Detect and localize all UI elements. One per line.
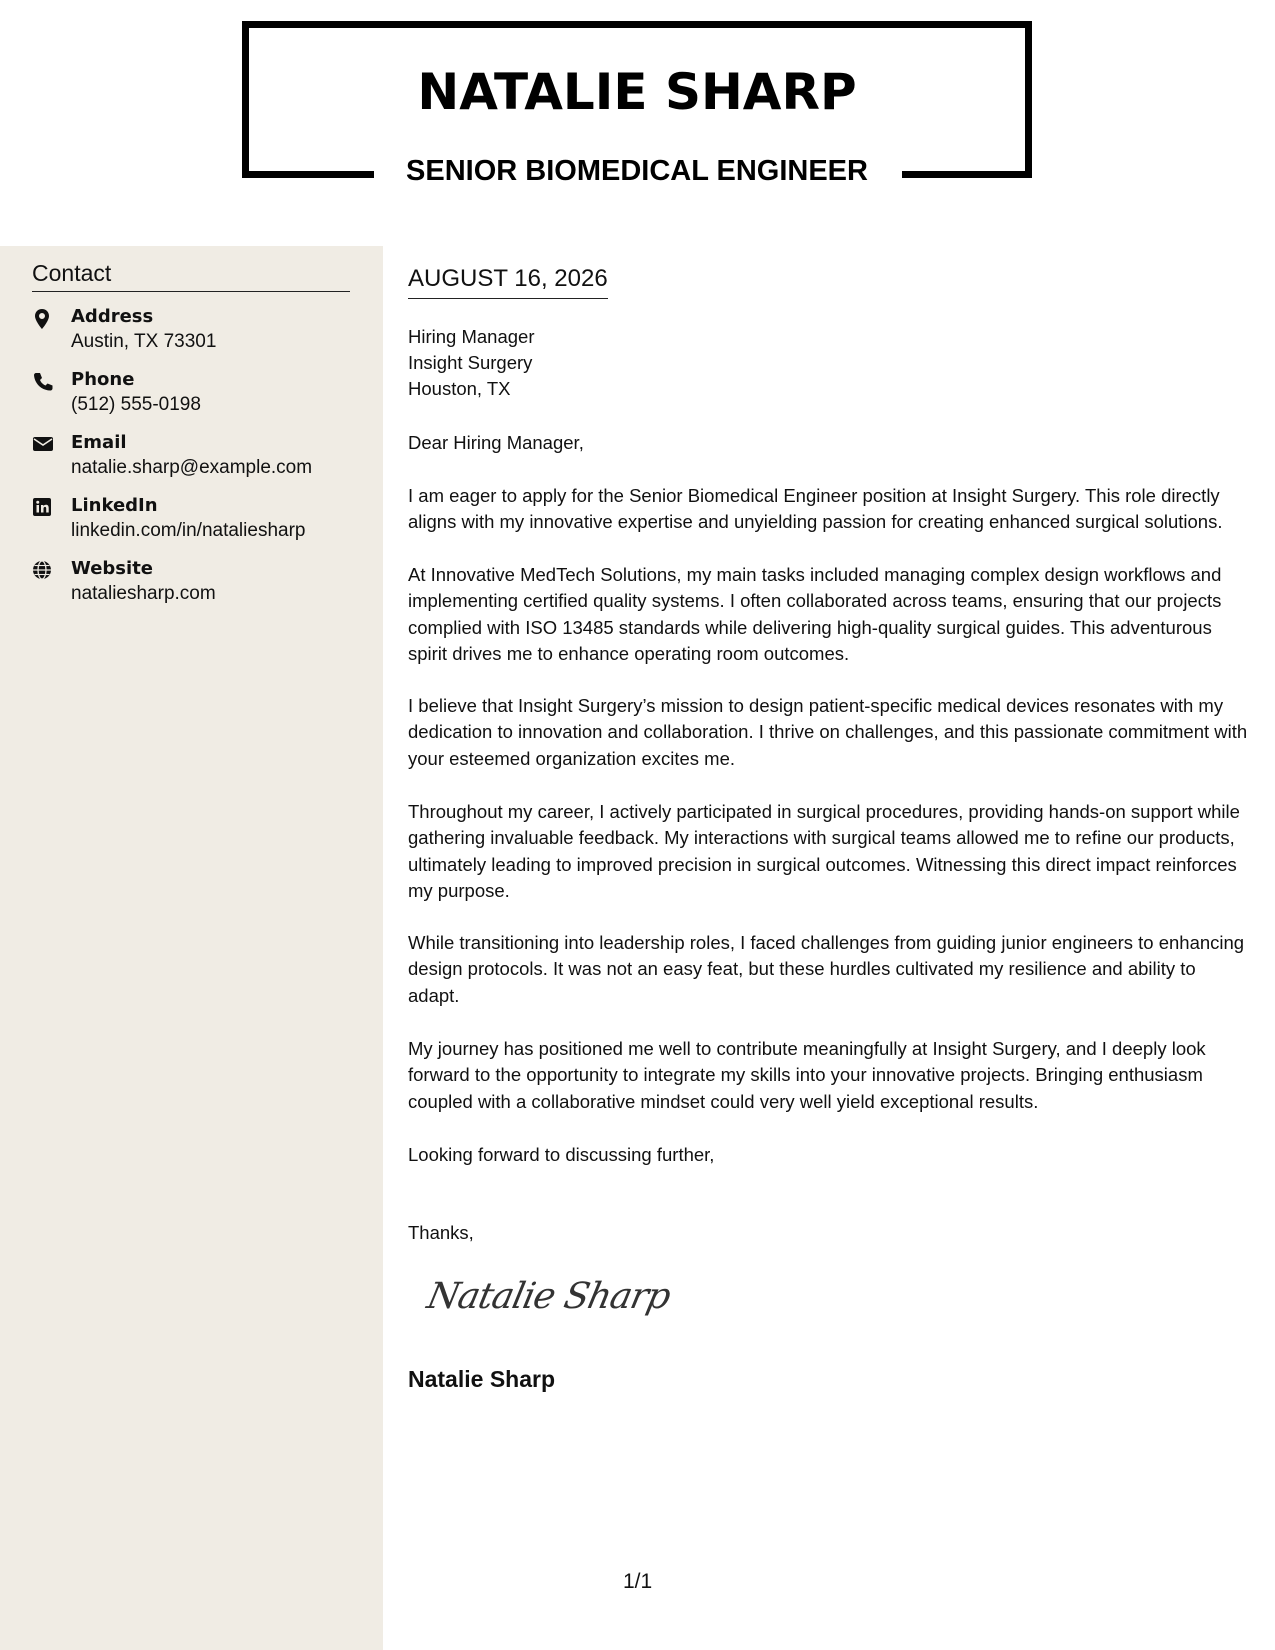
job-title: SENIOR BIOMEDICAL ENGINEER (406, 155, 868, 187)
paragraph: At Innovative MedTech Solutions, my main tasks included managing complex design workflows and implementing certified quality systems. I often collaborated across teams, ensuring that our projects complied with ISO 13485 standards while delivering high-quality surgical guides. This adventurous spirit drives me to enhance operating room outcomes. (408, 564, 1222, 664)
signoff: Thanks, (408, 1222, 474, 1243)
contact-value: linkedin.com/in/nataliesharp (71, 520, 306, 541)
location-pin-icon (32, 308, 56, 330)
contact-value: nataliesharp.com (71, 583, 216, 604)
closing-line: Looking forward to discussing further, (408, 1144, 715, 1165)
header (242, 21, 1032, 187)
recipient-line: Hiring Manager (408, 326, 535, 347)
applicant-name: NATALIE SHARP (417, 63, 857, 121)
recipient-line: Insight Surgery (408, 352, 533, 373)
paragraph: Throughout my career, I actively participated in surgical procedures, providing hands-on support while gathering invaluable feedback. My interactions with surgical teams allowed me to refine our products, ultimately leading to improved precision in surgical outcomes. Witnessing this direct impact reinforces my purpose. (408, 801, 1240, 901)
contact-label: Address (71, 306, 154, 327)
contact-sidebar (0, 246, 383, 1650)
contact-value: (512) 555-0198 (71, 394, 201, 415)
contact-value: natalie.sharp@example.com (71, 457, 313, 478)
contact-heading: Contact (32, 260, 350, 292)
signer-name: Natalie Sharp (408, 1366, 555, 1392)
linkedin-icon (32, 497, 56, 519)
contact-label: Website (71, 558, 154, 579)
contact-value: Austin, TX 73301 (71, 331, 217, 352)
page-number: 1/1 (623, 1570, 653, 1593)
envelope-icon (32, 434, 56, 456)
globe-icon (32, 560, 56, 582)
paragraph: I believe that Insight Surgery’s mission to design patient-specific medical devices resonates with my dedication to innovation and collaboration. I thrive on challenges, and this passionate commitment with your esteemed organization excites me. (408, 695, 1248, 769)
contact-label: Phone (71, 369, 135, 390)
contact-label: Email (71, 432, 127, 453)
paragraph: My journey has positioned me well to contribute meaningfully at Insight Surgery, and I deeply look forward to the opportunity to integrate my skills into your innovative projects. Bringing enthusiasm coupled with a collaborative mindset could very well yield exceptional results. (408, 1038, 1206, 1112)
phone-icon (32, 371, 56, 393)
paragraph: I am eager to apply for the Senior Biomedical Engineer position at Insight Surgery. This role directly aligns with my innovative expertise and unyielding passion for creating enhanced surgical solutions. (408, 485, 1223, 533)
letter-date: AUGUST 16, 2026 (408, 265, 608, 299)
recipient-block (408, 324, 534, 402)
paragraph: While transitioning into leadership roles, I faced challenges from guiding junior engineers to enhancing design protocols. It was not an easy feat, but these hurdles cultivated my resilience and ability to adapt. (408, 932, 1245, 1006)
signature-image: Natalie Sharp (423, 1276, 674, 1317)
contact-label: LinkedIn (71, 495, 158, 516)
recipient-line: Houston, TX (408, 378, 511, 399)
salutation: Dear Hiring Manager, (408, 432, 584, 453)
